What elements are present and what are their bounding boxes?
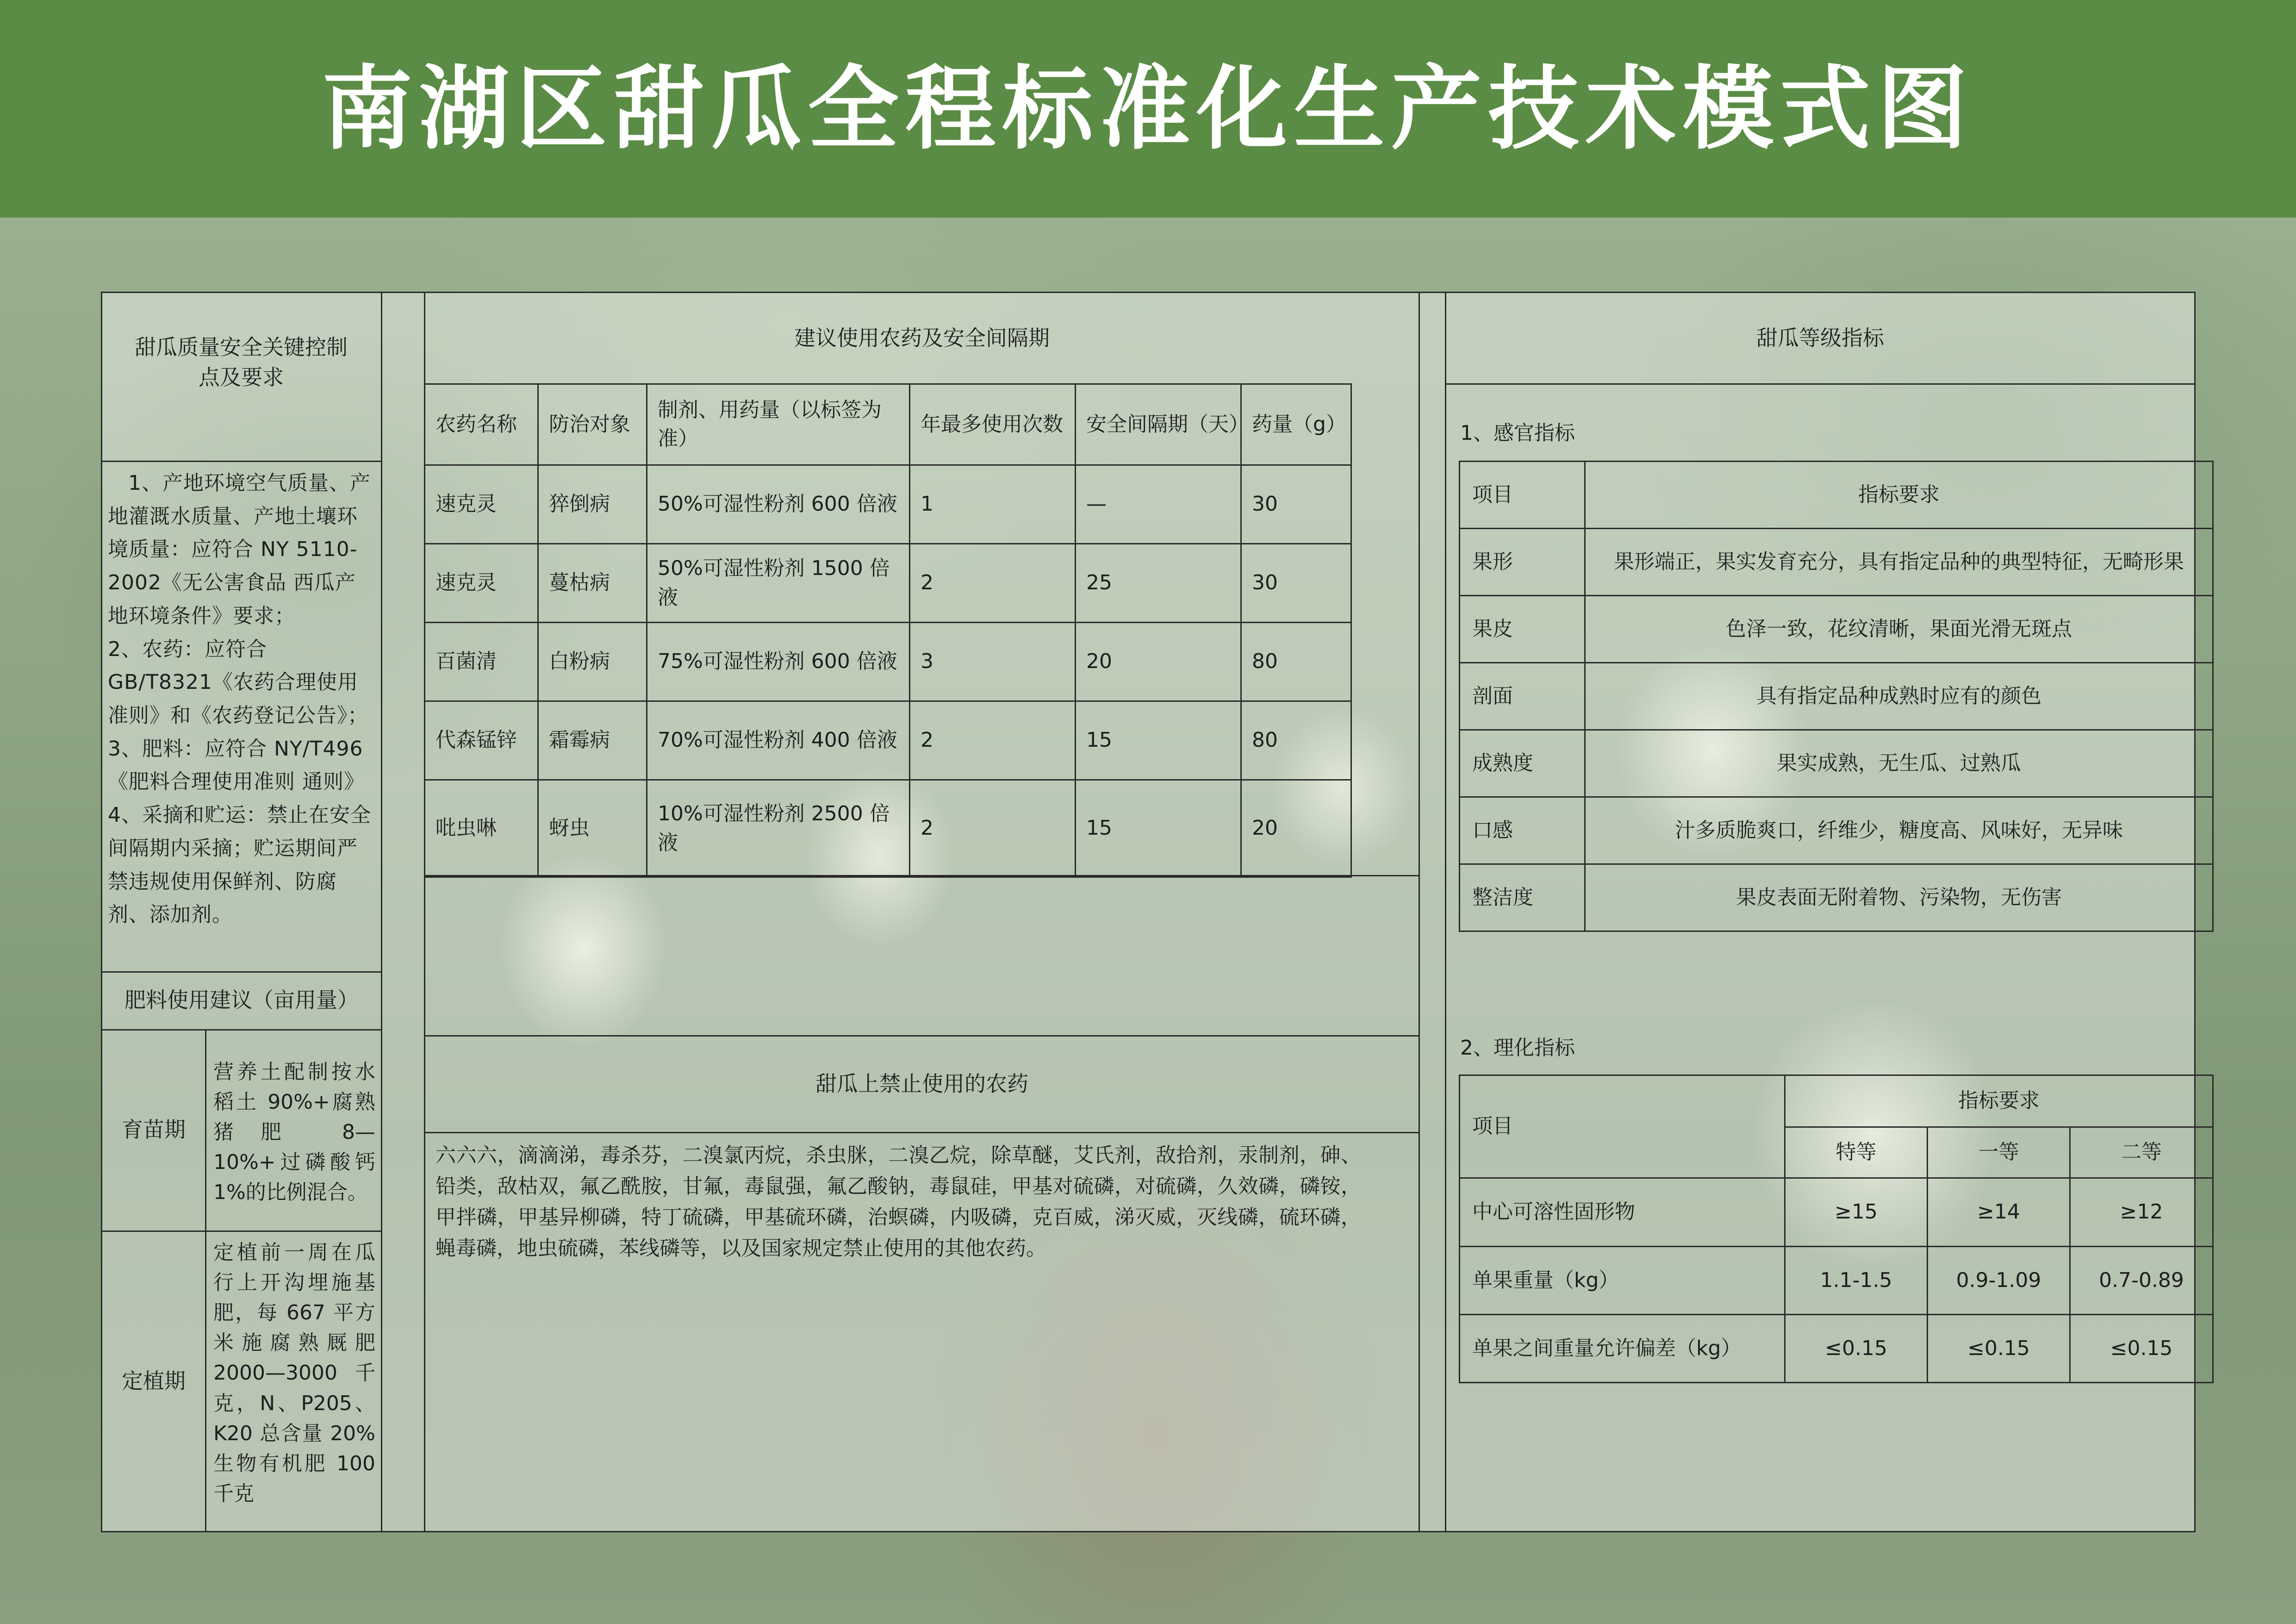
table-row (1460, 529, 2213, 596)
sensory-item: 口感 (1460, 797, 1585, 864)
physchem-value: ≥15 (1785, 1178, 1928, 1247)
sensory-requirement: 汁多质脆爽口，纤维少，糖度高、风味好，无异味 (1585, 797, 2213, 864)
physchem-value: 0.7-0.89 (2070, 1247, 2213, 1315)
table-row (1460, 1247, 2213, 1315)
requirement-4: 4、采摘和贮运：禁止在安全间隔期内采摘；贮运期间严禁违规使用保鲜剂、防腐剂、添加剂。 (108, 803, 371, 927)
divider (205, 1029, 206, 1531)
pesticide-name: 百菌清 (425, 623, 538, 701)
requirement-3: 3、肥料：应符合 NY/T496《肥料合理使用准则 通则》 (108, 737, 365, 794)
physchem-header-item: 项目 (1460, 1075, 1785, 1178)
pesticide-amount: 30 (1241, 465, 1351, 544)
pesticide-max-times: 2 (910, 701, 1076, 780)
pesticide-max-times: 2 (910, 544, 1076, 623)
pesticide-target: 霜霉病 (538, 701, 647, 780)
physchem-header-requirement: 指标要求 (1785, 1075, 2213, 1127)
col-header-name: 农药名称 (425, 384, 538, 465)
physchem-item: 单果重量（kg） (1460, 1247, 1785, 1315)
pesticide-dosage: 70%可湿性粉剂 400 倍液 (647, 701, 910, 780)
divider (425, 1132, 1419, 1133)
physchem-table (1459, 1074, 2214, 1383)
table-row (1460, 864, 2213, 931)
spacer-column (1419, 292, 1446, 1532)
pesticide-dosage: 50%可湿性粉剂 600 倍液 (647, 465, 910, 544)
sensory-requirement: 果皮表面无附着物、污染物，无伤害 (1585, 864, 2213, 931)
col-header-dosage: 制剂、用药量（以标签为准） (647, 384, 910, 465)
sensory-item: 果形 (1460, 529, 1585, 596)
spacer-column (381, 292, 425, 1532)
grade-premium: 特等 (1785, 1127, 1928, 1178)
pesticide-max-times: 1 (910, 465, 1076, 544)
physchem-value: ≤0.15 (1928, 1315, 2070, 1383)
table-row (1460, 1315, 2213, 1383)
table-row (425, 780, 1351, 877)
pesticide-amount: 20 (1241, 780, 1351, 877)
table-row (425, 701, 1351, 780)
pesticide-amount: 30 (1241, 544, 1351, 623)
physchem-item: 单果之间重量允许偏差（kg） (1460, 1315, 1785, 1383)
table-row (1460, 1178, 2213, 1247)
pesticide-amount: 80 (1241, 701, 1351, 780)
pesticide-target: 白粉病 (538, 623, 647, 701)
physchem-value: ≤0.15 (2070, 1315, 2213, 1383)
sensory-item: 果皮 (1460, 596, 1585, 663)
right-panel (1445, 292, 2196, 1532)
requirement-2: 2、农药：应符合 GB/T8321《农药合理使用准则》和《农药登记公告》； (108, 637, 368, 728)
sensory-header-requirement: 指标要求 (1585, 462, 2213, 529)
pesticide-table (424, 383, 1352, 878)
physchem-value: 1.1-1.5 (1785, 1247, 1928, 1315)
pesticide-heading: 建议使用农药及安全间隔期 (794, 325, 1050, 350)
col-header-max-times: 年最多使用次数 (910, 384, 1076, 465)
divider (425, 875, 1419, 876)
middle-panel (424, 292, 1420, 1532)
divider (1446, 383, 2194, 385)
col-header-target: 防治对象 (538, 384, 647, 465)
sensory-requirement: 果形端正，果实发育充分，具有指定品种的典型特征，无畸形果 (1585, 529, 2213, 596)
table-row (1460, 596, 2213, 663)
physchem-value: ≤0.15 (1785, 1315, 1928, 1383)
content-frame (101, 292, 2196, 1532)
sensory-title: 1、感官指标 (1460, 421, 1575, 445)
table-row (425, 465, 1351, 544)
pesticide-amount: 80 (1241, 623, 1351, 701)
pesticide-interval: 25 (1076, 544, 1241, 623)
divider (102, 461, 381, 462)
pesticide-name: 速克灵 (425, 544, 538, 623)
sensory-table (1459, 461, 2214, 932)
sensory-requirement: 具有指定品种成熟时应有的颜色 (1585, 663, 2213, 730)
pesticide-interval: 15 (1076, 780, 1241, 877)
pesticide-max-times: 3 (910, 623, 1076, 701)
pesticide-target: 蚜虫 (538, 780, 647, 877)
col-header-interval: 安全间隔期（天） (1076, 384, 1241, 465)
quality-heading: 甜瓜质量安全关键控制点及要求 (135, 334, 348, 390)
banned-heading: 甜瓜上禁止使用的农药 (815, 1071, 1028, 1097)
pesticide-target: 猝倒病 (538, 465, 647, 544)
pesticide-name: 吡虫啉 (425, 780, 538, 877)
requirements-list (108, 467, 375, 931)
pesticide-interval: 20 (1076, 623, 1241, 701)
sensory-header-item: 项目 (1460, 462, 1585, 529)
pesticide-name: 代森锰锌 (425, 701, 538, 780)
stage-seedling: 育苗期 (122, 1117, 186, 1143)
requirement-1: 1、产地环境空气质量、产地灌溉水质量、产地土壤环境质量：应符合 NY 5110-2002《无公害食品 西瓜产地环境条件》要求； (108, 471, 371, 628)
stage-planting: 定植期 (122, 1368, 186, 1394)
sensory-requirement: 果实成熟，无生瓜、过熟瓜 (1585, 730, 2213, 797)
physchem-value: ≥12 (2070, 1178, 2213, 1247)
pesticide-dosage: 50%可湿性粉剂 1500 倍液 (647, 544, 910, 623)
banned-pesticides-text: 六六六，滴滴涕，毒杀芬，二溴氯丙烷，杀虫脒，二溴乙烷，除草醚，艾氏剂，敌拾剂，汞制剂，砷、铅类，敌枯双，氟乙酰胺，甘氟，毒鼠强，氟乙酸钠，毒鼠硅，甲基对硫磷，对硫磷，久效磷，磷铵，甲拌磷，甲基异柳磷，特丁硫磷，甲基硫环磷，治螟磷，内吸磷，克百威，涕灭威，灭线磷，硫环磷，蝇毒磷，地虫硫磷，苯线磷等，以及国家规定禁止使用的其他农药。 (436, 1143, 1361, 1260)
table-row (1460, 730, 2213, 797)
pesticide-target: 蔓枯病 (538, 544, 647, 623)
grade-heading: 甜瓜等级指标 (1756, 325, 1884, 350)
sensory-item: 整洁度 (1460, 864, 1585, 931)
page-title: 南湖区甜瓜全程标准化生产技术模式图 (322, 56, 1974, 162)
physchem-title: 2、理化指标 (1460, 1036, 1575, 1060)
table-row (1460, 663, 2213, 730)
title-banner (0, 0, 2296, 218)
pesticide-interval: 15 (1076, 701, 1241, 780)
table-row (425, 544, 1351, 623)
table-row (425, 623, 1351, 701)
pesticide-dosage: 10%可湿性粉剂 2500 倍液 (647, 780, 910, 877)
sensory-item: 成熟度 (1460, 730, 1585, 797)
pesticide-dosage: 75%可湿性粉剂 600 倍液 (647, 623, 910, 701)
sensory-item: 剖面 (1460, 663, 1585, 730)
sensory-requirement: 色泽一致，花纹清晰，果面光滑无斑点 (1585, 596, 2213, 663)
physchem-item: 中心可溶性固形物 (1460, 1178, 1785, 1247)
table-row (1460, 797, 2213, 864)
grade-second: 二等 (2070, 1127, 2213, 1178)
col-header-amount: 药量（g） (1241, 384, 1351, 465)
pesticide-interval: — (1076, 465, 1241, 544)
fertilizer-heading: 肥料使用建议（亩用量） (124, 987, 359, 1013)
pesticide-max-times: 2 (910, 780, 1076, 877)
physchem-value: 0.9-1.09 (1928, 1247, 2070, 1315)
physchem-value: ≥14 (1928, 1178, 2070, 1247)
fertilizer-planting-text: 定植前一周在瓜行上开沟埋施基肥，每 667 平方米施腐熟厩肥 2000—3000 千克，N、P205、K20 总含量 20%生物有机肥 100 千克 (213, 1241, 375, 1505)
fertilizer-seedling-text: 营养土配制按水稻土 90%+腐熟猪肥 8—10%+过磷酸钙 1%的比例混合。 (213, 1060, 375, 1205)
grade-first: 一等 (1928, 1127, 2070, 1178)
pesticide-name: 速克灵 (425, 465, 538, 544)
left-panel (101, 292, 382, 1532)
